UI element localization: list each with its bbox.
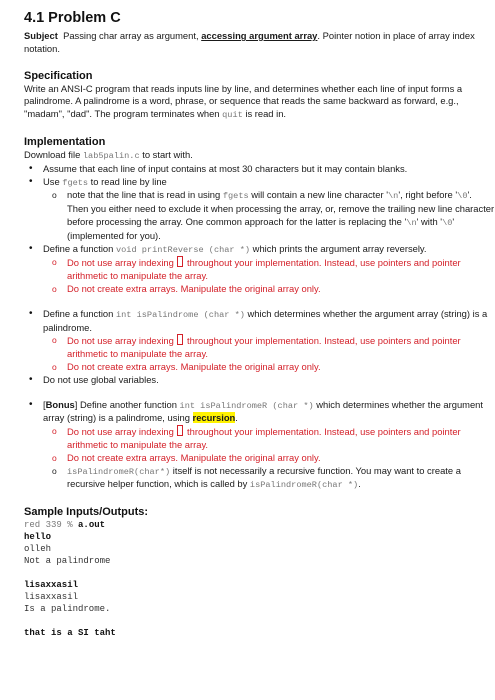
sub-item-text: ' (implemented for you). [67, 215, 455, 241]
sub-item-text: . [358, 478, 361, 490]
sample-io-line: that is a SI taht [24, 628, 116, 639]
page-title: 4.1 Problem C [24, 10, 121, 26]
implementation-list-2 [24, 308, 495, 387]
newline-code: \n [406, 217, 417, 228]
specification-text-2: is read in. [242, 108, 287, 120]
null-char-code: \0 [457, 191, 468, 202]
is-palindrome-r-code: isPalindromeR(char*) [67, 466, 171, 477]
sample-io-prompt-line [24, 519, 495, 531]
sub-item-text: ', right before ' [398, 189, 458, 201]
quit-code: quit [222, 110, 243, 121]
list-item-print-reverse [24, 243, 495, 257]
subject-paragraph [24, 30, 495, 56]
sub-item-no-extra-arrays [48, 283, 495, 296]
sub-item-text: Do not use array indexing [67, 257, 177, 269]
sub-item-text: throughout your implementation. Instead, use pointers and pointer arithmetic to manipulate the array. [67, 335, 461, 360]
list-item-text: Define a function [43, 242, 116, 254]
list-item-text: Define a function [43, 307, 116, 319]
sub-item-no-indexing [48, 256, 495, 283]
sub-item-no-indexing [48, 425, 495, 452]
recursion-highlight: recursion [192, 412, 236, 424]
sub-item-newline-note [48, 189, 495, 242]
bonus-list [24, 399, 495, 493]
download-text-post: to start with. [139, 148, 193, 160]
sub-item-text: Do not create extra arrays. Manipulate the original array only. [67, 282, 321, 294]
newline-code: \n [388, 191, 399, 202]
specification-heading: Specification [24, 69, 93, 82]
sample-io-line: hello [24, 532, 52, 543]
null-char-code: \0 [442, 217, 453, 228]
sample-io-line: lisaxxasil [24, 592, 79, 603]
sub-item-text: ' with ' [416, 215, 443, 227]
subject-text-2: . Pointer notion in place of array index notation. [24, 30, 475, 54]
sample-io-heading: Sample Inputs/Outputs: [24, 506, 149, 519]
sample-io-block [24, 519, 495, 639]
shell-command: a.out [78, 520, 106, 531]
list-item-text: Assume that each line of input contains at most 30 characters but it may contain blanks. [43, 162, 408, 174]
specification-paragraph [24, 83, 495, 122]
download-text-pre: Download file [24, 148, 83, 160]
sample-io-line: Not a palindrome [24, 556, 111, 567]
list-item-text: which determines whether the argument array (string) is a palindrome. [43, 307, 488, 333]
bonus-label: Bonus [45, 398, 75, 410]
list-item-is-palindrome [24, 308, 495, 335]
subject-emphasis: accessing argument array [201, 30, 318, 41]
sub-item-text: '. Then you either need to exclude it when processing the array, or, remove the trailing new line character before processing the array. One common approach for the latter is replacing the ' [67, 189, 495, 227]
list-item-text: Define another function [77, 398, 180, 410]
download-filename: lab5palin.c [82, 150, 140, 161]
list-item-fgets [24, 176, 495, 190]
sub-item-text: itself is not necessarily a recursive function. You may want to create a recursive helper function, which is called by [67, 464, 461, 490]
sub-item-no-extra-arrays [48, 452, 495, 465]
bracket-icon [177, 334, 183, 345]
sub-item-text: throughout your implementation. Instead, use pointers and pointer arithmetic to manipulate the array. [67, 426, 461, 450]
sub-item-text: note that the line that is read in using [67, 189, 223, 201]
list-item-text: which determines whether the argument array (string) is a palindrome, using [43, 398, 483, 424]
sub-item-text: will contain a new line character ' [248, 189, 388, 201]
sample-io-lines [24, 531, 495, 639]
sub-item-no-indexing [48, 334, 495, 361]
sub-item-text: Do not create extra arrays. Manipulate the original array only. [67, 360, 321, 372]
is-palindrome-r-code: isPalindromeR(char *) [249, 480, 359, 491]
list-item-text: Do not use global variables. [43, 373, 159, 385]
list-item-text: which prints the argument array reversely. [250, 242, 427, 254]
list-item-text: to read line by line [88, 175, 167, 187]
sample-io-line: Is a palindrome. [24, 604, 111, 615]
download-line [24, 149, 495, 163]
list-item-assume [24, 163, 495, 176]
implementation-heading: Implementation [24, 135, 106, 148]
bracket-icon [177, 256, 183, 267]
is-palindrome-signature: int isPalindrome (char *) [115, 309, 245, 320]
sample-io-line: olleh [24, 544, 52, 555]
is-palindrome-r-signature: int isPalindromeR (char *) [179, 400, 314, 411]
list-item-no-globals [24, 374, 495, 387]
list-item-bonus: • [Bonus] Define another function int isPalindromeR (char *) which determines whether the argument array (string) is a palindrome, using recursion. [24, 399, 495, 426]
print-reverse-signature: void printReverse (char *) [115, 244, 251, 255]
list-item-text: . [235, 412, 238, 424]
shell-prompt: red 339 % [24, 520, 79, 531]
sample-io-line [24, 615, 495, 627]
sub-item-text: Do not use array indexing [67, 426, 177, 438]
sample-io-line [24, 567, 495, 579]
sample-io-line: lisaxxasil [24, 580, 79, 591]
sub-item-text: Do not use array indexing [67, 335, 177, 347]
subject-label: Subject [24, 30, 58, 41]
sub-item-helper-note [48, 465, 495, 493]
fgets-code: fgets [62, 177, 89, 188]
sub-item-text: throughout your implementation. Instead, use pointers and pointer arithmetic to manipulate the array. [67, 257, 461, 282]
subject-text-1: Passing char array as argument, [63, 30, 202, 41]
sub-item-no-extra-arrays [48, 361, 495, 374]
implementation-list [24, 163, 495, 296]
specification-text-1: Write an ANSI-C program that reads inputs line by line, and determines whether each line of input forms a palindrome. A palindrome is a word, phrase, or sequence that reads the same backward as forward, e.g., "madam", "dad". The program terminates when [24, 82, 463, 120]
bracket-icon [177, 425, 183, 436]
fgets-code: fgets [222, 191, 249, 202]
list-item-text: Use [43, 175, 63, 187]
sub-item-text: Do not create extra arrays. Manipulate the original array only. [67, 451, 321, 463]
